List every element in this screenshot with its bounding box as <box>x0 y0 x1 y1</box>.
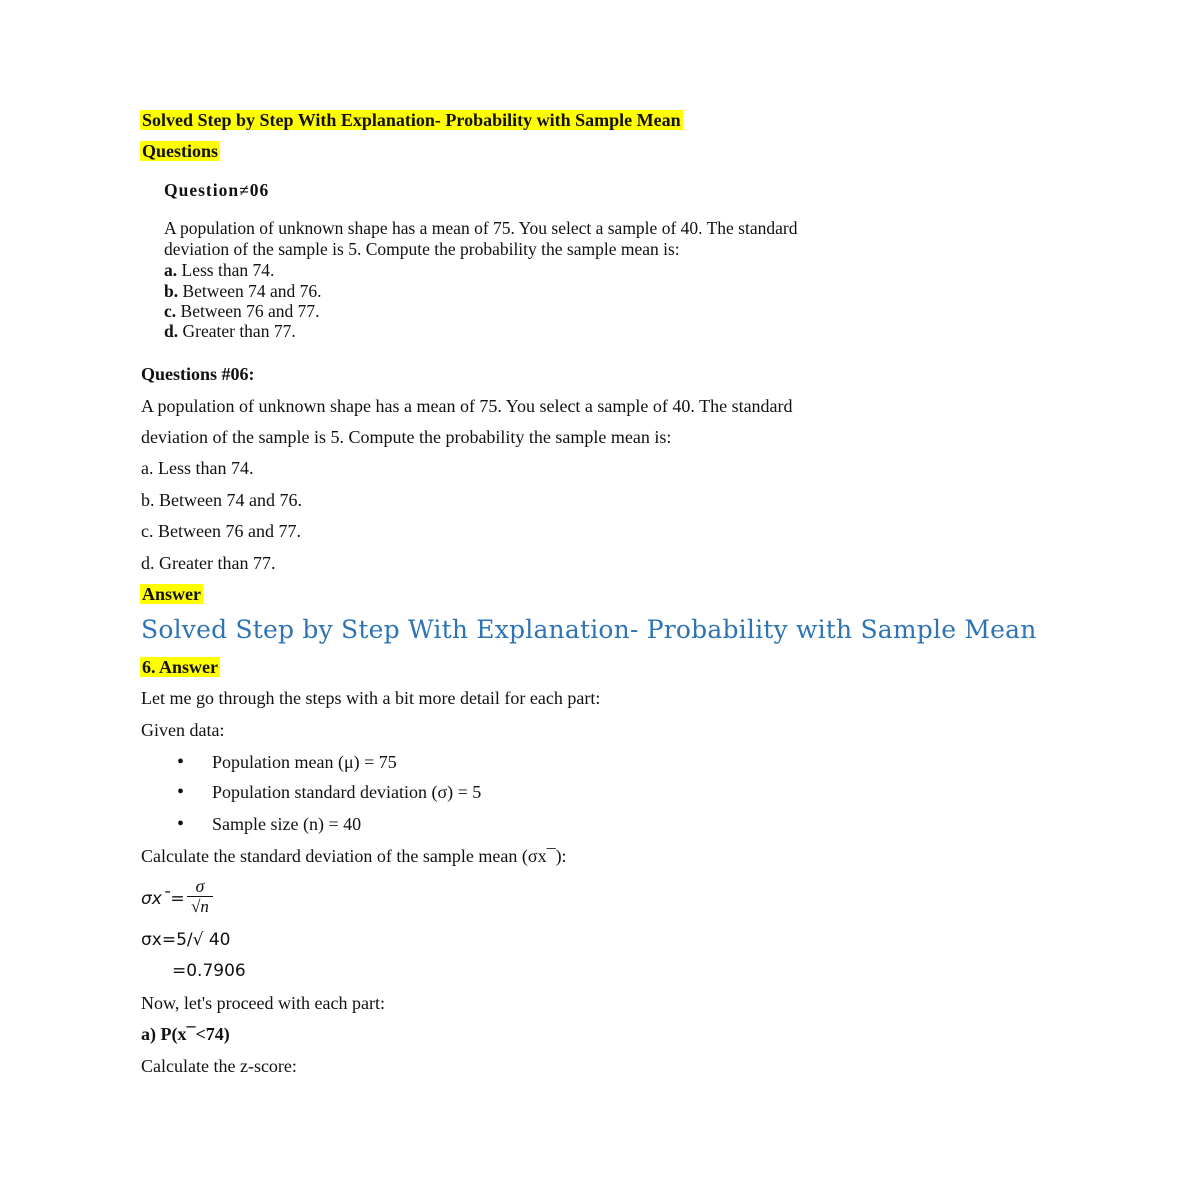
bullet-icon: • <box>177 781 185 803</box>
given-item-sd: • Population standard deviation (σ) = 5 <box>177 781 482 803</box>
restated-line2: deviation of the sample is 5. Compute the probability the sample mean is: <box>141 427 672 447</box>
restated-line1: A population of unknown shape has a mean of 75. You select a sample of 40. The standard <box>141 396 793 416</box>
restated-item-c: c. Between 76 and 77. <box>141 521 301 541</box>
calc-sd-text: Calculate the standard deviation of the sample mean (σx¯): <box>141 846 567 866</box>
given-item-n: • Sample size (n) = 40 <box>177 813 362 835</box>
answer-intro: Let me go through the steps with a bit more detail for each part: <box>141 688 601 708</box>
document-title: Solved Step by Step With Explanation- Probability with Sample Mean <box>142 110 681 130</box>
bullet-icon: • <box>177 813 185 835</box>
answer-title: Solved Step by Step With Explanation- Probability with Sample Mean <box>141 615 1037 644</box>
restated-item-b: b. Between 74 and 76. <box>141 490 302 510</box>
bullet-icon: • <box>177 751 185 773</box>
formula-result: =0.7906 <box>172 961 246 981</box>
questions-label: Questions <box>142 141 219 161</box>
question-item-a: a. Less than 74. <box>164 260 275 280</box>
formula-fraction <box>187 876 213 917</box>
formula-substituted: σx=5/√ 40 <box>141 930 231 950</box>
answer-subheading: 6. Answer <box>142 657 218 677</box>
formula-denominator: √n <box>191 897 209 916</box>
part-a-heading: a) P(x¯<74) <box>141 1024 230 1044</box>
formula-lhs: σx¯= <box>141 889 185 909</box>
question-item-d: d. Greater than 77. <box>164 321 296 341</box>
question-item-c: c. Between 76 and 77. <box>164 301 320 321</box>
formula-numerator: σ <box>195 876 205 896</box>
question-text-line1: A population of unknown shape has a mean of 75. You select a sample of 40. The standard <box>164 218 798 238</box>
question-item-b: b. Between 74 and 76. <box>164 281 322 301</box>
answer-label: Answer <box>142 584 201 604</box>
restated-heading: Questions #06: <box>141 364 255 384</box>
restated-item-a: a. Less than 74. <box>141 458 254 478</box>
given-item-mean: • Population mean (μ) = 75 <box>177 751 397 773</box>
proceed-text: Now, let's proceed with each part: <box>141 993 385 1013</box>
question-text-line2: deviation of the sample is 5. Compute the probability the sample mean is: <box>164 239 680 259</box>
given-label: Given data: <box>141 720 225 740</box>
zscore-text: Calculate the z-score: <box>141 1056 297 1076</box>
question-number: Question≠06 <box>164 180 270 200</box>
restated-item-d: d. Greater than 77. <box>141 553 276 573</box>
